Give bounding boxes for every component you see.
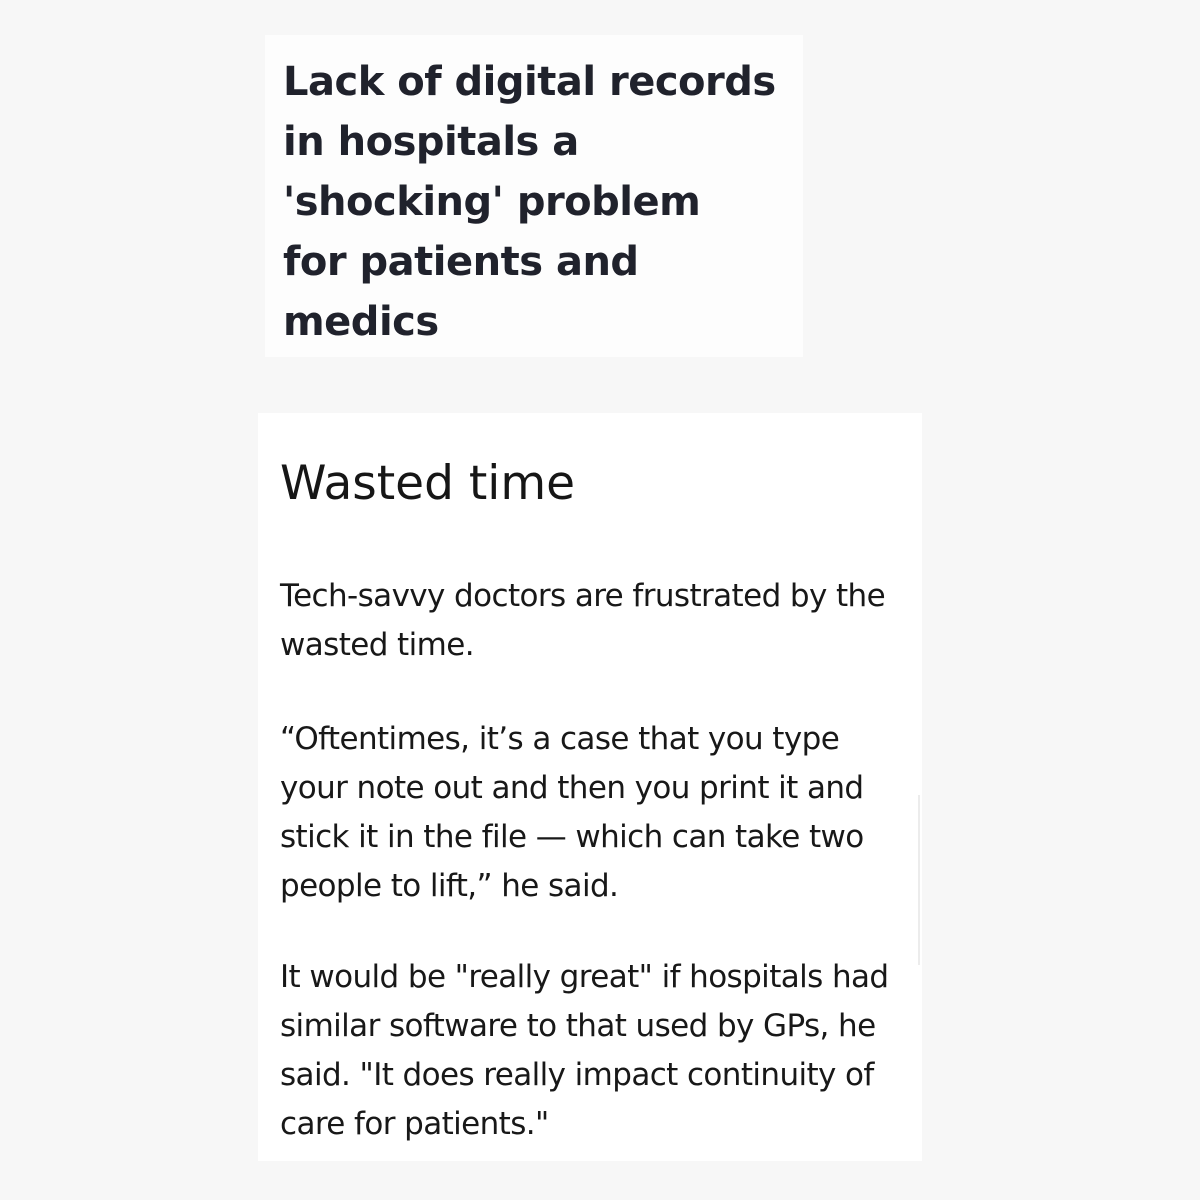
article-headline: Lack of digital records in hospitals a 'shocking' problem for patients and medics xyxy=(283,59,776,345)
article-paragraph-3: It would be "really great" if hospitals had similar software to that used by GPs, he said. "It does really impact continuity of care for patients." xyxy=(280,959,889,1142)
article-paragraph-2: “Oftentimes, it’s a case that you type your note out and then you print it and stick it in the file — which can take two people to lift,” he said. xyxy=(280,721,864,904)
article-paragraph-1: Tech-savvy doctors are frustrated by the wasted time. xyxy=(280,578,886,663)
headline-card xyxy=(265,35,803,357)
scroll-edge-divider xyxy=(918,795,920,965)
article-body-card xyxy=(258,413,922,1161)
section-heading: Wasted time xyxy=(280,456,576,511)
